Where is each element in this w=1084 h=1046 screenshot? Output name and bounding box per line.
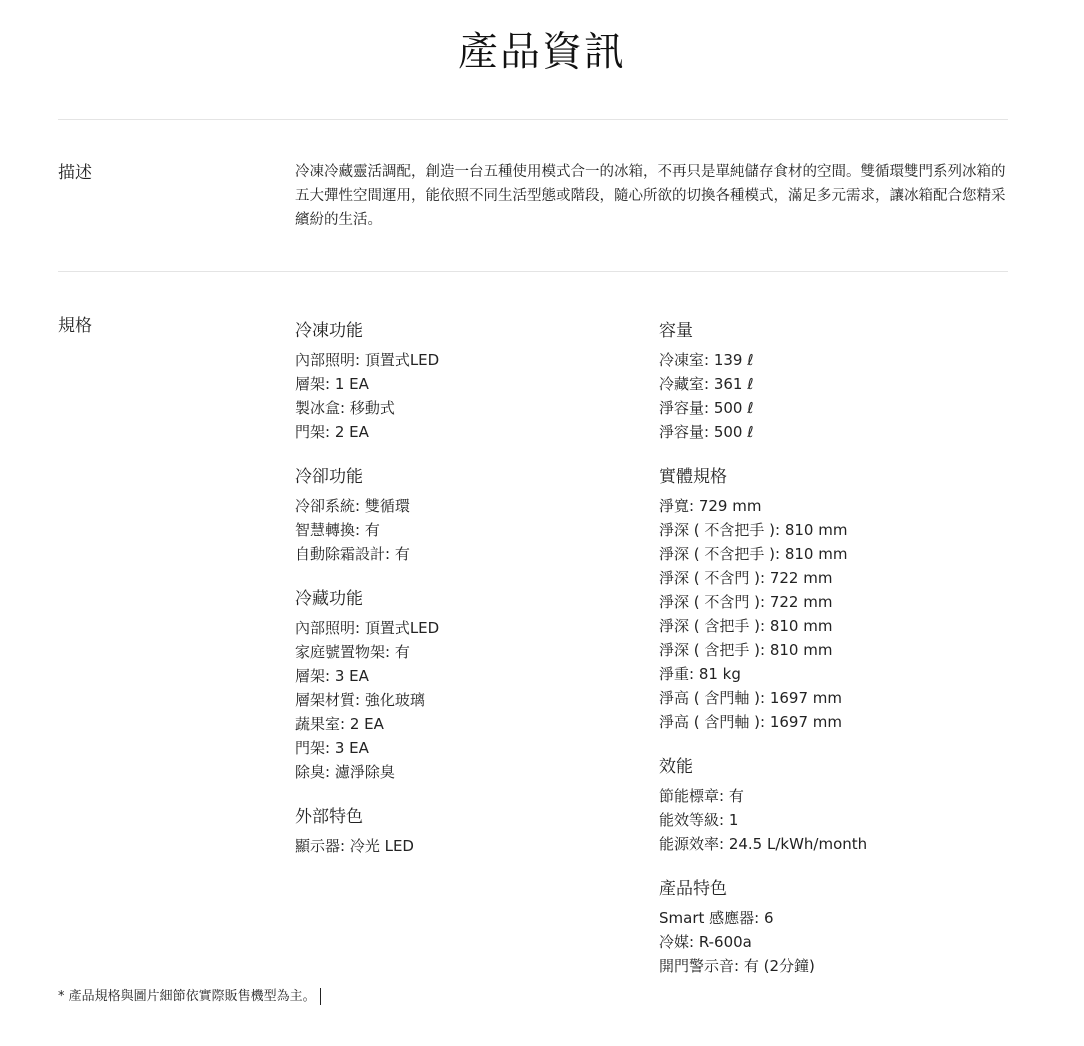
spec-item: 淨深 ( 不含把手 ): 810 mm [659,545,848,563]
specs-right-column [659,318,1019,998]
spec-item: 淨容量: 500 ℓ [659,399,754,417]
spec-item: 淨深 ( 不含門 ): 722 mm [659,569,833,587]
spec-item: 淨深 ( 含把手 ): 810 mm [659,617,833,635]
spec-group [295,804,655,858]
description-label: 描述 [58,163,92,183]
spec-group-title: 容量 [659,321,693,341]
spec-item: 淨重: 81 kg [659,665,741,683]
text-cursor [320,988,321,1005]
spec-item: 淨容量: 500 ℓ [659,423,754,441]
spec-item: 淨高 ( 含門軸 ): 1697 mm [659,713,842,731]
spec-group [659,754,1019,856]
spec-item: 除臭: 濾淨除臭 [295,763,395,781]
spec-item: 淨深 ( 含把手 ): 810 mm [659,641,833,659]
divider [58,271,1008,272]
spec-item: Smart 感應器: 6 [659,909,774,927]
spec-item: 淨寬: 729 mm [659,497,762,515]
spec-group-title: 冷藏功能 [295,589,363,609]
spec-item: 製冰盒: 移動式 [295,399,395,417]
spec-item: 層架: 3 EA [295,667,369,685]
spec-item: 自動除霜設計: 有 [295,545,410,563]
spec-group [659,318,1019,444]
spec-item: 內部照明: 頂置式LED [295,619,440,637]
spec-group-title: 冷凍功能 [295,321,363,341]
description-text: 冷凍冷藏靈活調配，創造一台五種使用模式合一的冰箱，不再只是單純儲存食材的空間。雙循環雙門系列冰箱的五大彈性空間運用，能依照不同生活型態或階段，隨心所欲的切換各種模式，滿足多元需求，讓冰箱配合您精采繽紛的生活。 [295,164,1006,228]
specs-left-column [295,318,655,878]
spec-item: 智慧轉換: 有 [295,521,380,539]
spec-item: 內部照明: 頂置式LED [295,351,440,369]
spec-item: 淨高 ( 含門軸 ): 1697 mm [659,689,842,707]
spec-group [295,318,655,444]
footnote-text: * 產品規格與圖片細節依實際販售機型為主。 [58,989,316,1004]
spec-item: 層架材質: 強化玻璃 [295,691,425,709]
spec-item: 淨深 ( 不含門 ): 722 mm [659,593,833,611]
spec-group-title: 實體規格 [659,467,727,487]
spec-item: 節能標章: 有 [659,787,744,805]
spec-group-title: 產品特色 [659,879,727,899]
footnote [58,987,321,1007]
spec-item: 蔬果室: 2 EA [295,715,384,733]
spec-item: 家庭號置物架: 有 [295,643,410,661]
spec-item: 冷凍室: 139 ℓ [659,351,754,369]
spec-item: 冷藏室: 361 ℓ [659,375,754,393]
spec-item: 門架: 3 EA [295,739,369,757]
spec-item: 開門警示音: 有 (2分鐘) [659,957,815,975]
spec-group-title: 冷卻功能 [295,467,363,487]
spec-item: 能效等級: 1 [659,811,739,829]
spec-item: 能源效率: 24.5 L/kWh/month [659,835,868,853]
page-title: 產品資訊 [458,29,626,75]
spec-group [295,586,655,784]
spec-group [295,464,655,566]
spec-item: 門架: 2 EA [295,423,369,441]
divider [58,119,1008,120]
spec-item: 冷卻系統: 雙循環 [295,497,410,515]
spec-item: 顯示器: 冷光 LED [295,837,414,855]
spec-item: 冷媒: R-600a [659,933,752,951]
specs-label: 規格 [58,316,92,336]
spec-group-title: 外部特色 [295,807,363,827]
spec-group [659,464,1019,734]
spec-group [659,876,1019,978]
spec-item: 淨深 ( 不含把手 ): 810 mm [659,521,848,539]
spec-group-title: 效能 [659,757,693,777]
spec-item: 層架: 1 EA [295,375,369,393]
